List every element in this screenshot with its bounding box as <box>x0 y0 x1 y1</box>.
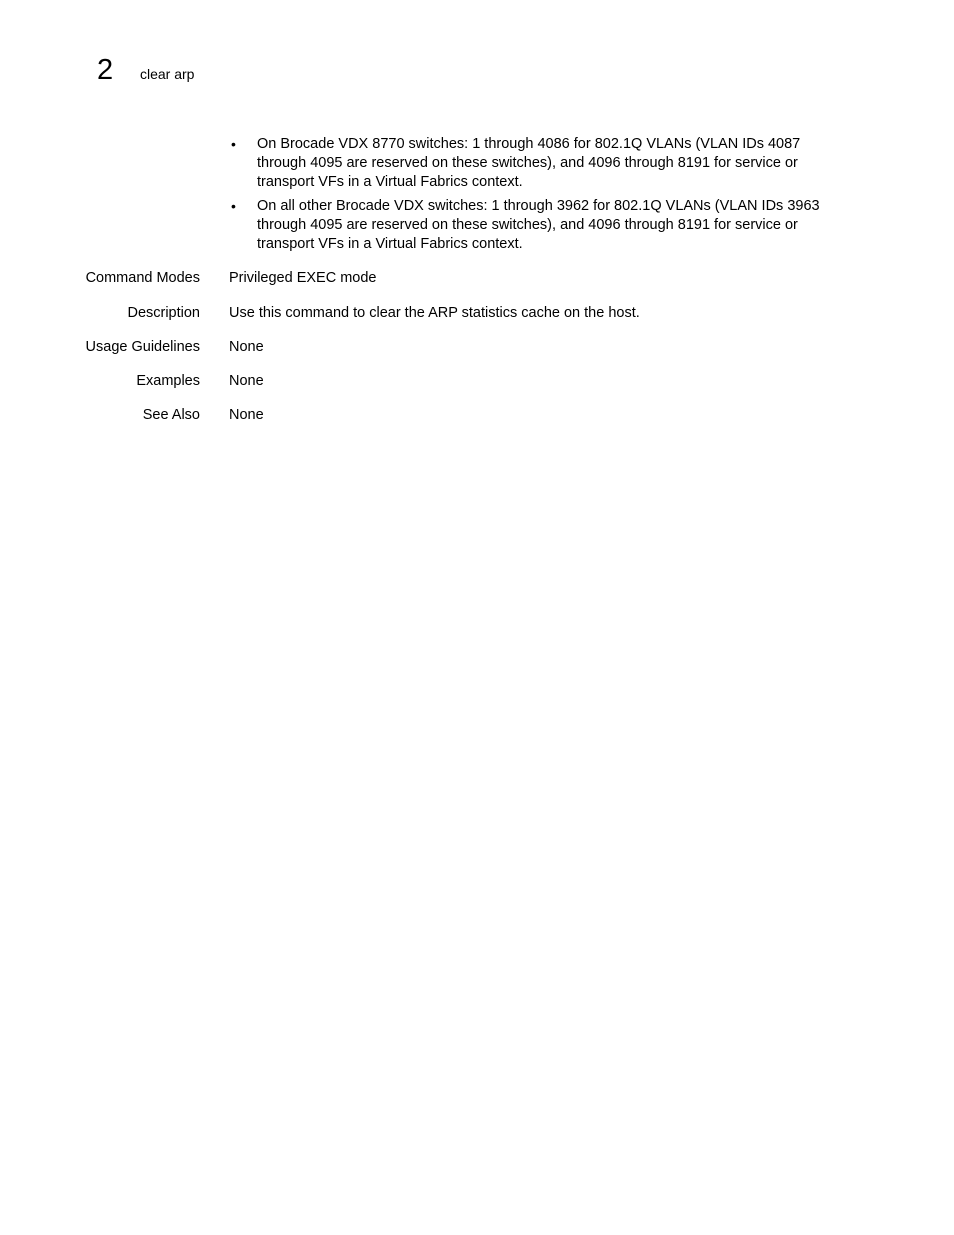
section-examples <box>0 371 954 391</box>
bullet-text: On all other Brocade VDX switches: 1 through 3962 for 802.1Q VLANs (VLAN IDs 3963 through 4095 are reserved on these switches), and 4096 through 8191 for service or transport VFs in a Virtual Fabrics context. <box>257 198 820 252</box>
section-see-also <box>0 405 954 425</box>
running-head: clear arp <box>140 66 195 82</box>
section-label: Description <box>127 305 200 321</box>
section-label: Examples <box>136 373 200 389</box>
section-value: Privileged EXEC mode <box>229 270 377 286</box>
section-label: Command Modes <box>85 270 200 286</box>
section-label: See Also <box>142 407 200 423</box>
section-value: None <box>229 373 264 389</box>
bullet-icon: • <box>231 198 236 214</box>
section-label: Usage Guidelines <box>85 339 200 355</box>
bullet-text: On Brocade VDX 8770 switches: 1 through 4086 for 802.1Q VLANs (VLAN IDs 4087 through 4095 are reserved on these switches), and 4096 through 8191 for service or transport VFs in a Virtual Fabrics context. <box>257 136 801 190</box>
section-command-modes <box>0 268 954 288</box>
section-value: None <box>229 407 264 423</box>
list-item <box>229 135 839 192</box>
section-value: Use this command to clear the ARP statistics cache on the host. <box>229 305 640 321</box>
list-item <box>229 197 839 254</box>
chapter-number: 2 <box>97 54 114 86</box>
parameter-bullet-list <box>229 135 839 259</box>
section-value: None <box>229 339 264 355</box>
bullet-icon: • <box>231 136 236 152</box>
section-usage-guidelines <box>0 337 954 357</box>
section-description <box>0 303 954 323</box>
